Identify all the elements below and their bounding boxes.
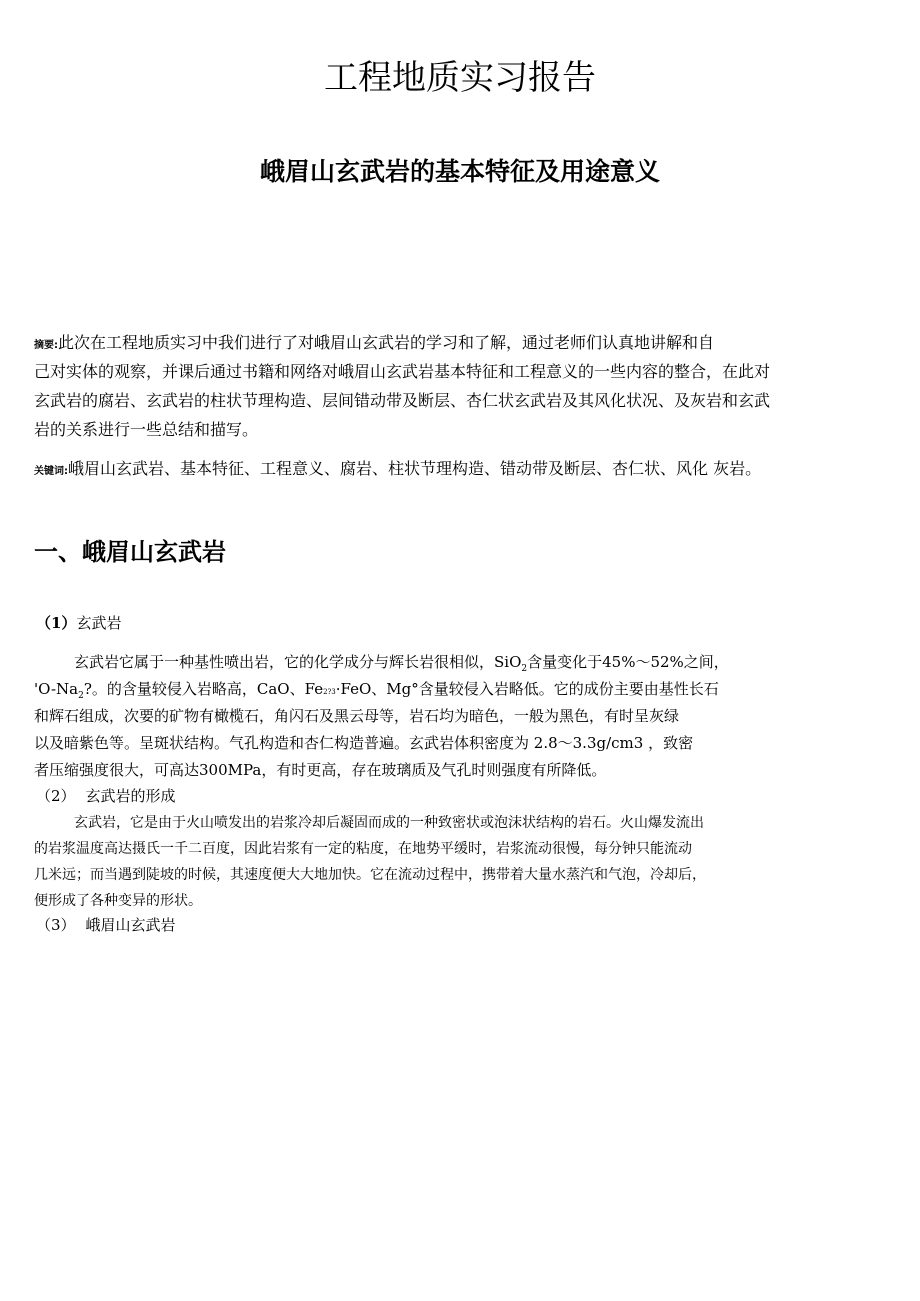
subsection-1-title: 玄武岩 (76, 614, 122, 632)
subsection-1-number: （1） (36, 614, 77, 632)
subsection-1-heading (36, 610, 121, 637)
keywords-text: 峨眉山玄武岩、基本特征、工程意义、腐岩、柱状节理构造、错动带及断层、杏仁状、风化 灰岩。 (68, 459, 762, 478)
para2-line-4: 便形成了各种变异的形状。 (34, 893, 202, 909)
subsection-2-number: （2） (36, 787, 76, 805)
para1-l2-sub: 2 (78, 691, 84, 701)
para1-l1a: 玄武岩它属于一种基性喷出岩，它的化学成分与辉长岩很相似，SiO (74, 653, 522, 671)
abstract-line-2: 己对实体的观察，并课后通过书籍和网络对峨眉山玄武岩基本特征和工程意义的一些内容的整合，在此对 (34, 362, 771, 381)
subsection-3-heading (36, 912, 176, 939)
para1-l1b: 含量变化于45%～52%之间， (527, 653, 729, 671)
para1-line-4: 以及暗紫色等。呈斑状结构。气孔构造和杏仁构造普遍。玄武岩体积密度为 2.8～3.3g/cm3 ，致密 (34, 734, 694, 752)
subsection-2-heading (36, 783, 176, 810)
para1-l2b: ?。的含量较侵入岩略高，CaO、Fe (83, 680, 324, 698)
report-subtitle: 峨眉山玄武岩的基本特征及用途意义 (259, 157, 660, 186)
para2-line-1: 玄武岩，它是由于火山喷发出的岩浆冷却后凝固而成的一种致密状或泡沫状结构的岩石。火山爆发流出 (74, 815, 704, 831)
abstract-label: 摘要: (34, 340, 58, 351)
para1-line-3: 和辉石组成，次要的矿物有橄榄石，角闪石及黑云母等，岩石均为暗色，一般为黑色，有时呈灰绿 (34, 707, 680, 725)
para1-l1-sub: 2 (521, 664, 528, 674)
para2-line-2: 的岩浆温度高达摄氏一千二百度，因此岩浆有一定的粘度，在地势平缓时，岩浆流动很慢，每分钟只能流动 (34, 841, 692, 857)
para1-l2c: ·FeO、Mg (335, 680, 412, 698)
para1-l2d: °含量较侵入岩略低。它的成份主要由基性长石 (411, 680, 719, 698)
para1-line-5: 者压缩强度很大，可高达300MPa，有时更高，存在玻璃质及气孔时则强度有所降低。 (34, 761, 607, 779)
para1-l2-tiny: 2?3 (323, 688, 336, 696)
report-title: 工程地质实习报告 (324, 58, 596, 98)
section-heading: 一、峨眉山玄武岩 (34, 538, 226, 566)
keywords-line (34, 454, 761, 487)
subsection-3-title: 峨眉山玄武岩 (85, 916, 176, 934)
abstract-line-4: 岩的关系进行一些总结和描写。 (34, 420, 259, 439)
abstract-line-3: 玄武岩的腐岩、玄武岩的柱状节理构造、层间错动带及断层、杏仁状玄武岩及其风化状况、及灰岩和玄武 (34, 391, 771, 410)
keywords-label: 关键词: (34, 466, 68, 477)
subsection-3-number: （3） (36, 916, 76, 934)
subsection-2-title: 玄武岩的形成 (85, 787, 176, 805)
para1-l2a: 'O-Na (34, 680, 79, 698)
para2-line-3: 几米远；而当遇到陡坡的时候，其速度便大大地加快。它在流动过程中，携带着大量水蒸汽和气泡，冷却后， (34, 867, 706, 883)
abstract-text: 此次在工程地质实习中我们进行了对峨眉山玄武岩的学习和了解，通过老师们认真地讲解和自 (58, 333, 715, 352)
